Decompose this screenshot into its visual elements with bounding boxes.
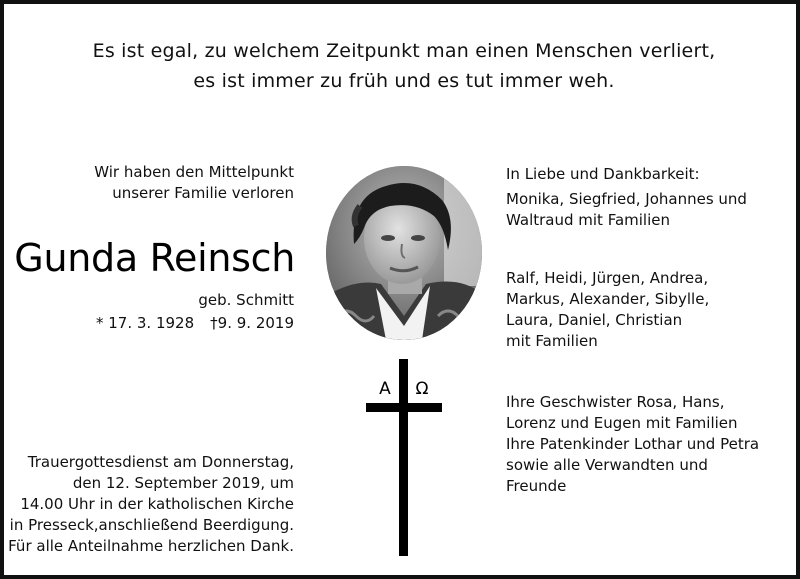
intro-text xyxy=(94,162,294,204)
intro-line-1: Wir haben den Mittelpunkt xyxy=(94,163,294,181)
mourners-group-2 xyxy=(506,268,709,352)
mourners-heading: In Liebe und Dankbarkeit: xyxy=(506,165,700,183)
mourner-line: Ralf, Heidi, Jürgen, Andrea, xyxy=(506,269,709,287)
mourner-line: Freunde xyxy=(506,477,567,495)
mourner-line: Ihre Patenkinder Lothar und Petra xyxy=(506,435,760,453)
funeral-service-info xyxy=(8,452,294,557)
mourner-line: mit Familien xyxy=(506,332,598,350)
mourner-line: Markus, Alexander, Sibylle, xyxy=(506,290,710,308)
service-line-5: Für alle Anteilnahme herzlichen Dank. xyxy=(8,537,294,555)
mourners-group-3 xyxy=(506,392,759,497)
motto-line-2: es ist immer zu früh und es tut immer weh. xyxy=(193,70,615,92)
service-line-4: in Presseck,anschließend Beerdigung. xyxy=(9,516,294,534)
service-line-2: den 12. September 2019, um xyxy=(72,474,294,492)
omega-symbol: Ω xyxy=(415,379,429,399)
motto-line-1: Es ist egal, zu welchem Zeitpunkt man einen Menschen verliert, xyxy=(92,40,716,62)
service-line-1: Trauergottesdienst am Donnerstag, xyxy=(27,453,294,471)
mourners-group-1 xyxy=(506,164,747,231)
maiden-name: geb. Schmitt xyxy=(198,291,294,309)
deceased-name: Gunda Reinsch xyxy=(14,236,295,280)
intro-line-2: unserer Familie verloren xyxy=(112,184,294,202)
mourner-line: Monika, Siegfried, Johannes und xyxy=(506,190,747,208)
cross-graphic xyxy=(364,359,444,559)
mourner-line: Waltraud mit Familien xyxy=(506,211,670,229)
alpha-symbol: Α xyxy=(379,379,391,399)
life-dates xyxy=(96,313,294,333)
service-line-3: 14.00 Uhr in der katholischen Kirche xyxy=(20,495,294,513)
cross-icon xyxy=(364,359,444,559)
mourner-line: sowie alle Verwandten und xyxy=(506,456,708,474)
death-date: †9. 9. 2019 xyxy=(210,314,294,332)
motto-quote xyxy=(4,36,800,96)
mourner-line: Ihre Geschwister Rosa, Hans, xyxy=(506,393,725,411)
portrait-photo-icon xyxy=(326,166,482,340)
mourner-line: Lorenz und Eugen mit Familien xyxy=(506,414,738,432)
birth-date: * 17. 3. 1928 xyxy=(96,314,195,332)
portrait-photo-graphic xyxy=(326,166,482,340)
mourner-line: Laura, Daniel, Christian xyxy=(506,311,683,329)
